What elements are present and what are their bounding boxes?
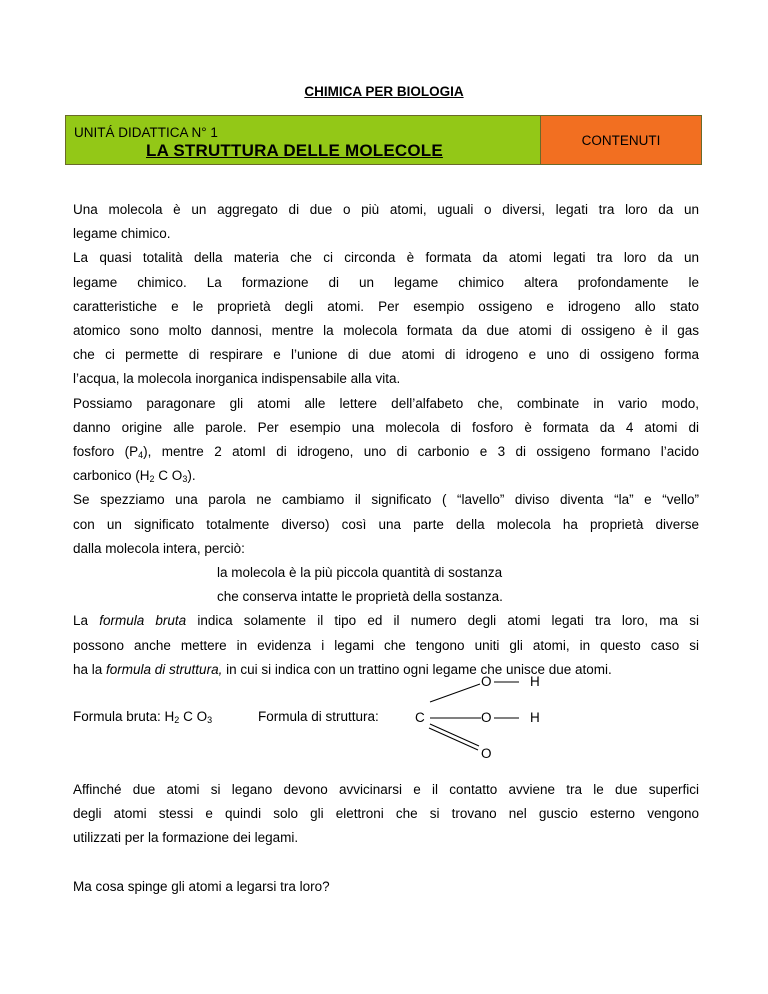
paragraph-line: fosforo $(P_4)$, mentre 2 atomI di idrogeno, uno di carbonio e 3 di ossigeno formano l’acido — [73, 444, 699, 461]
paragraph-line: La formula bruta indica solamente il tipo ed il numero degli atomi legati tra loro, ma si — [73, 613, 699, 629]
paragraph-line: ha la formula di struttura, in cui si indica con un trattino ogni legame che unisce due atomi. — [73, 661, 612, 677]
paragraph-line: caratteristiche e le proprietà degli atomi. Per esempio ossigeno e idrogeno allo stato — [73, 298, 699, 314]
atom-hydrogen: H — [530, 674, 540, 690]
paragraph-line: La quasi totalità della materia che ci circonda è formata da atomi legati tra loro da un — [73, 250, 699, 266]
definition-line: la molecola è la più piccola quantità di sostanza — [217, 565, 503, 581]
formula-struttura-label: Formula di struttura: — [258, 709, 379, 725]
atom-carbon: C — [415, 710, 425, 726]
atom-hydrogen: H — [530, 710, 540, 726]
atom-oxygen: O — [481, 746, 492, 762]
structural-formula-diagram — [415, 674, 555, 762]
paragraph-line: Affinché due atomi si legano devono avvicinarsi e il contatto avviene tra le due superfici — [73, 782, 699, 798]
atom-oxygen: O — [481, 710, 492, 726]
document-body — [73, 198, 699, 899]
paragraph-line: che ci permette di respirare e l’unione di due atomi di idrogeno e uno di ossigeno forma — [73, 347, 699, 363]
section-label: CONTENUTI — [541, 116, 701, 164]
paragraph-line: Possiamo paragonare gli atomi alle lettere dell’alfabeto che, combinate in vario modo, — [73, 395, 699, 411]
paragraph-line: legame chimico. — [73, 226, 171, 242]
formula-bruta: Formula bruta: $H_2$ C $O_3$ — [73, 709, 213, 726]
paragraph-line: dalla molecola intera, perciò: — [73, 540, 245, 556]
formula-section — [73, 674, 699, 762]
paragraph-line: Una molecola è un aggregato di due o più atomi, uguali o diversi, legati tra loro da un — [73, 202, 699, 217]
unit-header-left — [66, 116, 541, 164]
paragraph-line: carbonico ($H_2$ C $O_3$). — [73, 468, 196, 485]
unit-label: UNITÁ DIDATTICA N° 1 — [74, 125, 218, 140]
paragraph-line: Se spezziamo una parola ne cambiamo il significato ( “lavello” diviso diventa “la” e “vello” — [73, 492, 699, 508]
paragraph-line: danno origine alle parole. Per esempio una molecola di fosforo è formata da 4 atomi di — [73, 419, 699, 435]
paragraph-line: degli atomi stessi e quindi solo gli elettroni che si trovano nel guscio esterno vengono — [73, 806, 699, 822]
paragraph-line: possono anche mettere in evidenza i legami che tengono uniti gli atomi, in questo caso si — [73, 637, 699, 653]
definition-line: che conserva intatte le proprietà della sostanza. — [217, 589, 503, 605]
paragraph-line: l’acqua, la molecola inorganica indispensabile alla vita. — [73, 371, 401, 387]
atom-oxygen: O — [481, 674, 492, 690]
paragraph-line: con un significato totalmente diverso) così una parte della molecola ha proprietà diverse — [73, 516, 699, 532]
unit-title: LA STRUTTURA DELLE MOLECOLE — [146, 141, 443, 160]
paragraph-line: utilizzati per la formazione dei legami. — [73, 830, 299, 846]
unit-header — [65, 115, 702, 165]
document-title: CHIMICA PER BIOLOGIA — [304, 84, 464, 99]
paragraph-line: atomico sono molto dannosi, mentre la molecola formata da due atomi di ossigeno è il gas — [73, 323, 699, 339]
paragraph-line: legame chimico. La formazione di un legame chimico altera profondamente le — [73, 274, 699, 290]
question-line: Ma cosa spinge gli atomi a legarsi tra loro? — [73, 878, 330, 894]
